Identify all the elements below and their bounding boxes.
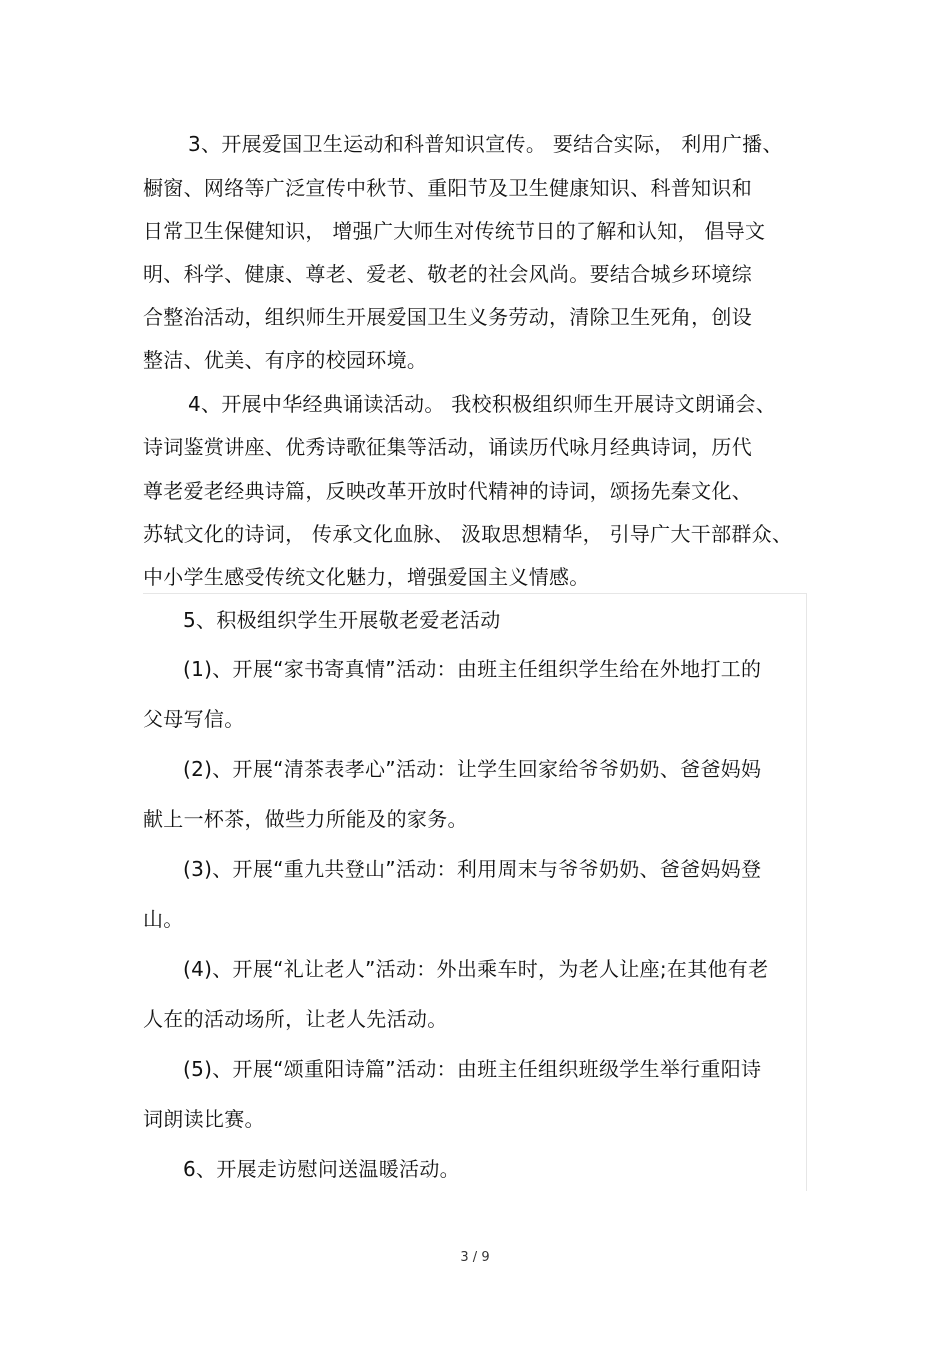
paragraph-line: (2)、开展“清茶表孝心”活动：让学生回家给爷爷奶奶、爸爸妈妈 (183, 757, 762, 781)
paragraph-line: 尊老爱老经典诗篇，反映改革开放时代精神的诗词，颂扬先秦文化、 (143, 479, 752, 503)
paragraph-line: 合整治活动，组织师生开展爱国卫生义务劳动，清除卫生死角，创设 (143, 305, 752, 329)
paragraph-line: 3、开展爱国卫生运动和科普知识宣传。 要结合实际， 利用广播、 (188, 132, 783, 156)
paragraph-line: 中小学生感受传统文化魅力，增强爱国主义情感。 (143, 565, 590, 589)
section-box (143, 593, 807, 1191)
paragraph-line: (4)、开展“礼让老人”活动：外出乘车时，为老人让座;在其他有老 (183, 957, 769, 981)
paragraph-line: 人在的活动场所，让老人先活动。 (143, 1007, 448, 1031)
paragraph-line: 日常卫生保健知识， 增强广大师生对传统节日的了解和认知， 倡导文 (143, 219, 766, 243)
paragraph-line: 5、积极组织学生开展敬老爱老活动 (183, 608, 501, 632)
paragraph-line: (3)、开展“重九共登山”活动：利用周末与爷爷奶奶、爸爸妈妈登 (183, 857, 762, 881)
paragraph-line: 诗词鉴赏讲座、优秀诗歌征集等活动，诵读历代咏月经典诗词，历代 (143, 435, 752, 459)
paragraph-line: 献上一杯茶，做些力所能及的家务。 (143, 807, 468, 831)
paragraph-line: 词朗读比赛。 (143, 1107, 265, 1131)
paragraph-line: 明、科学、健康、尊老、爱老、敬老的社会风尚。要结合城乡环境综 (143, 262, 752, 286)
paragraph-line: (5)、开展“颂重阳诗篇”活动：由班主任组织班级学生举行重阳诗 (183, 1057, 762, 1081)
page-number: 3 / 9 (460, 1250, 490, 1265)
paragraph-line: 山。 (143, 907, 184, 931)
paragraph-line: 6、开展走访慰问送温暖活动。 (183, 1157, 460, 1181)
paragraph-line: 橱窗、网络等广泛宣传中秋节、重阳节及卫生健康知识、科普知识和 (143, 176, 752, 200)
paragraph-line: 父母写信。 (143, 707, 245, 731)
paragraph-line: 整洁、优美、有序的校园环境。 (143, 348, 428, 372)
paragraph-line: 苏轼文化的诗词， 传承文化血脉、 汲取思想精华， 引导广大干部群众、 (143, 522, 793, 546)
paragraph-line: 4、开展中华经典诵读活动。 我校积极组织师生开展诗文朗诵会、 (188, 392, 777, 416)
paragraph-line: (1)、开展“家书寄真情”活动：由班主任组织学生给在外地打工的 (183, 657, 762, 681)
